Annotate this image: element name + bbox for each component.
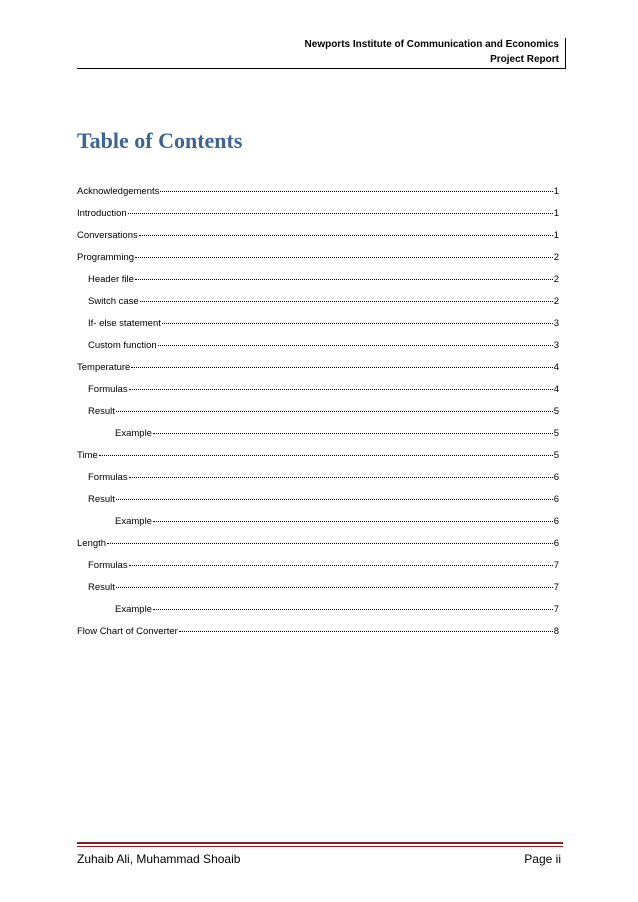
toc-entry-label[interactable]: Time: [77, 450, 98, 461]
toc-entry[interactable]: [77, 470, 559, 492]
toc-entry-page[interactable]: 3: [553, 340, 559, 351]
toc-entry[interactable]: [77, 580, 559, 602]
toc-entry-page[interactable]: 6: [553, 538, 559, 549]
toc-entry[interactable]: [77, 426, 559, 448]
toc-entry-page[interactable]: 1: [553, 186, 559, 197]
toc-entry-page[interactable]: 5: [553, 450, 559, 461]
toc-entry-page[interactable]: 6: [553, 472, 559, 483]
toc-dot-leader: [107, 543, 553, 544]
toc-entry-page[interactable]: 7: [553, 604, 559, 615]
page-title: Table of Contents: [77, 128, 243, 153]
toc-entry[interactable]: [77, 404, 559, 426]
toc-dot-leader: [131, 367, 552, 368]
toc-entry-page[interactable]: 2: [553, 296, 559, 307]
toc-entry[interactable]: [77, 206, 559, 228]
toc-entry-label[interactable]: Acknowledgements: [77, 186, 160, 197]
toc-entry-label[interactable]: Example: [115, 428, 152, 439]
toc-entry[interactable]: [77, 294, 559, 316]
toc-entry-label[interactable]: Formulas: [88, 384, 128, 395]
toc-dot-leader: [116, 411, 553, 412]
toc-dot-leader: [129, 565, 553, 566]
toc-entry-page[interactable]: 5: [553, 406, 559, 417]
toc-entry[interactable]: [77, 448, 559, 470]
toc-entry-label[interactable]: Switch case: [88, 296, 139, 307]
toc-entry-label[interactable]: Result: [88, 494, 115, 505]
toc-entry-label[interactable]: Length: [77, 538, 107, 549]
toc-dot-leader: [116, 499, 553, 500]
toc-entry[interactable]: [77, 514, 559, 536]
toc-dot-leader: [129, 389, 553, 390]
toc-entry[interactable]: [77, 250, 559, 272]
toc-dot-leader: [129, 477, 553, 478]
toc-entry-label[interactable]: Result: [88, 406, 115, 417]
footer-rule-thick: [77, 842, 563, 844]
toc-dot-leader: [128, 213, 553, 214]
toc-entry[interactable]: [77, 382, 559, 404]
toc-dot-leader: [99, 455, 553, 456]
toc-dot-leader: [153, 521, 553, 522]
toc-entry[interactable]: [77, 338, 559, 360]
toc-entry-label[interactable]: Introduction: [77, 208, 127, 219]
toc-entry-label[interactable]: Example: [115, 516, 152, 527]
header-side-rule: [565, 38, 566, 68]
toc-entry-label[interactable]: Custom function: [88, 340, 157, 351]
toc-entry-label[interactable]: Header file: [88, 274, 134, 285]
toc-entry-page[interactable]: 6: [553, 516, 559, 527]
toc-entry[interactable]: [77, 228, 559, 250]
toc-dot-leader: [179, 631, 553, 632]
toc-entry[interactable]: [77, 558, 559, 580]
toc-entry-page[interactable]: 4: [553, 362, 559, 373]
toc-dot-leader: [162, 323, 553, 324]
toc-entry[interactable]: [77, 360, 559, 382]
toc-entry[interactable]: [77, 624, 559, 646]
toc-entry-label[interactable]: If- else statement: [88, 318, 161, 329]
toc-entry-page[interactable]: 5: [553, 428, 559, 439]
toc-dot-leader: [153, 433, 553, 434]
toc-dot-leader: [139, 235, 553, 236]
toc-entry[interactable]: [77, 272, 559, 294]
toc-entry-label[interactable]: Result: [88, 582, 115, 593]
toc-entry-label[interactable]: Formulas: [88, 472, 128, 483]
header-document-title: Project Report: [490, 54, 559, 65]
header-organization: Newports Institute of Communication and Economics: [304, 39, 559, 50]
footer-rule-thin: [77, 846, 563, 847]
toc-entry-page[interactable]: 7: [553, 560, 559, 571]
footer-authors: Zuhaib Ali, Muhammad Shoaib: [77, 852, 241, 866]
toc-entry-page[interactable]: 8: [553, 626, 559, 637]
toc-dot-leader: [135, 257, 553, 258]
toc-dot-leader: [140, 301, 553, 302]
toc-entry-label[interactable]: Flow Chart of Converter: [77, 626, 178, 637]
table-of-contents: [77, 184, 559, 646]
toc-dot-leader: [153, 609, 553, 610]
toc-entry-label[interactable]: Formulas: [88, 560, 128, 571]
toc-dot-leader: [116, 587, 553, 588]
toc-entry[interactable]: [77, 602, 559, 624]
toc-entry-label[interactable]: Conversations: [77, 230, 138, 241]
page-header: [77, 38, 566, 69]
toc-entry-label[interactable]: Example: [115, 604, 152, 615]
toc-entry-page[interactable]: 3: [553, 318, 559, 329]
toc-entry-page[interactable]: 1: [553, 208, 559, 219]
toc-entry[interactable]: [77, 536, 559, 558]
toc-entry[interactable]: [77, 492, 559, 514]
toc-dot-leader: [135, 279, 553, 280]
toc-entry-page[interactable]: 2: [553, 252, 559, 263]
footer-page-number: Page ii: [524, 852, 561, 866]
toc-entry-page[interactable]: 2: [553, 274, 559, 285]
toc-entry[interactable]: [77, 184, 559, 206]
toc-entry-page[interactable]: 1: [553, 230, 559, 241]
toc-dot-leader: [160, 191, 552, 192]
toc-entry-label[interactable]: Temperature: [77, 362, 131, 373]
toc-dot-leader: [158, 345, 553, 346]
toc-entry-label[interactable]: Programming: [77, 252, 135, 263]
toc-entry-page[interactable]: 7: [553, 582, 559, 593]
toc-entry-page[interactable]: 6: [553, 494, 559, 505]
toc-entry[interactable]: [77, 316, 559, 338]
toc-entry-page[interactable]: 4: [553, 384, 559, 395]
